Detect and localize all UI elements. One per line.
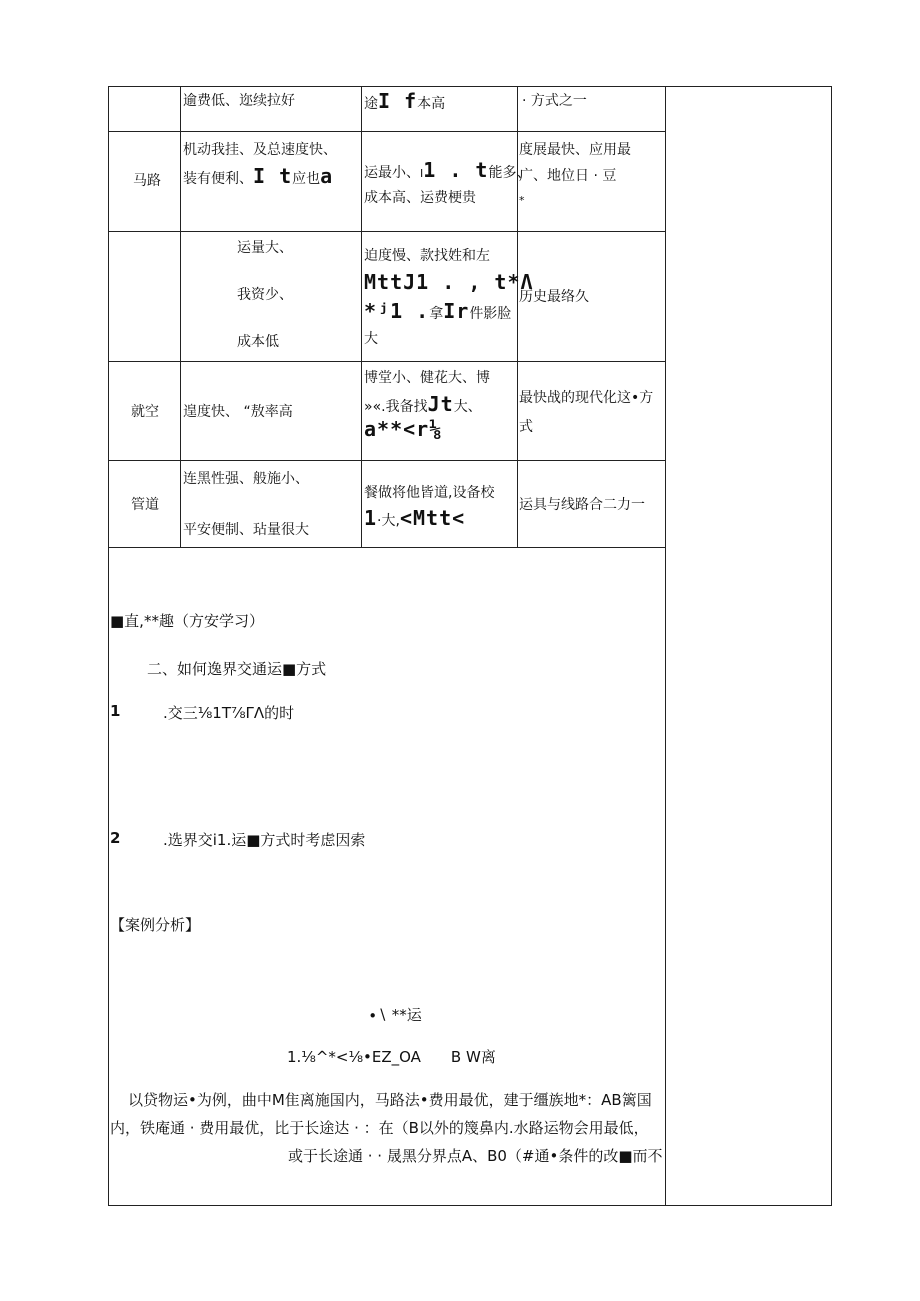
row-divider-1 [108,131,665,132]
advantage-line: 平安便制、玷量很大 [183,522,309,538]
list-number: 1 [110,702,121,720]
status-line: 度展最快、应用最 [519,142,631,158]
disadvantage-cell [364,88,445,117]
status-line: 最快战的现代化这•方 [519,390,654,406]
row-divider-2 [108,231,665,232]
status-cell: 运具与线路合二力一 [519,497,645,513]
row-divider-3 [108,361,665,362]
text: 运最小、 [364,165,420,181]
advantage-cell: 遑度快、 “敖率高 [183,404,293,420]
transport-mode-name: 就空 [131,404,159,420]
paragraph-line: 内，铁庵通 · 费用最优，比于长途达 · ：在（B以外的篾鼻内.水路运物会用最低， [110,1119,649,1137]
disadvantage-line [364,157,530,187]
disadvantage-line [364,505,465,534]
garbled-text: I f [378,89,418,113]
list-item-text: .交三⅛1T⅞ΓΛ的时 [163,704,295,722]
col-divider-1 [180,86,181,548]
disadvantage-line: 迫度慢、款找姓和左 [364,248,490,264]
status-line: * [519,194,525,207]
row-divider-5 [108,547,665,548]
text: 拿 [429,306,444,322]
status-line: 式 [519,419,533,435]
row-divider-4 [108,460,665,461]
col-divider-2 [361,86,362,548]
right-column-divider [665,86,666,1206]
text: 应也 [292,171,321,187]
list-item-text: .选界交i1.运■方式时考虑因索 [163,831,366,849]
status-cell: 历史最络久 [519,289,589,305]
disadvantage-line: 成本高、运费梗贵 [364,190,476,206]
garbled-text: MttJ1 . , t*Λ [364,270,534,294]
advantage-line: 我资少、 [237,287,293,303]
text: 能多、 [488,165,531,181]
disadvantage-line: 大 [364,331,378,347]
garbled-text: a**<r⅛ [364,417,443,441]
disadvantage-line: 博堂小、健花大、博 [364,370,490,386]
advantage-line: 机动我挂、及总速度快、 [183,142,337,158]
garbled-text: <Mtt< [399,506,466,530]
advantage-line: 运量大、 [237,240,293,256]
garbled-text: 1 . t [423,158,489,182]
garbled-text: 1 [364,506,378,530]
col-divider-3 [517,86,518,548]
section-heading: 二、如何逸界交通运■方式 [147,660,327,678]
disadvantage-line [364,298,511,327]
status-cell: · 方式之一 [522,93,587,109]
text: 本高 [417,96,446,112]
garbled-text: a [320,164,334,188]
list-number: 2 [110,829,121,847]
status-line: 广、地位日 · 豆 [519,168,617,184]
advantage-line: 成本低 [237,334,279,350]
garbled-text: Jt [427,392,454,416]
figure-caption: ∙∖ **运 [368,1006,422,1024]
text: 件影脸 [469,306,512,322]
garbled-text: *ʲ1 . [364,299,430,323]
garbled-text: I t [253,164,293,188]
figure-caption: 1.⅛^*<⅛•EZ_OA B W离 [287,1048,496,1066]
case-analysis-title: 【案例分析】 [110,916,201,934]
text: »«.我备找 [364,399,428,415]
disadvantage-line: 餐做将他皆道,设备校 [364,485,495,501]
transport-mode-name: 管道 [131,497,159,513]
advantage-line: 连黑性强、般施小、 [183,471,309,487]
paragraph-line: 以贷物运•为例，曲中M隹离施国内，马路法•费用最优，建于缰族地*：AB篱国 [128,1091,652,1109]
text: ·大, [377,513,400,529]
garbled-text: Ir [443,299,470,323]
advantage-cell: 逾费低、迩续拉好 [183,93,295,109]
transport-mode-name: 马路 [133,173,161,189]
text: 装有便利、 [183,171,253,187]
text: 途 [364,96,378,112]
text: 大、 [453,399,482,415]
advantage-line [183,163,333,192]
text: I [420,167,424,180]
paragraph-line: 或于长途通 · · 晟黑分界点A、B0（#通•条件的改■而不 [288,1147,663,1165]
section-heading: ■直,**趣（方安学习） [110,612,264,630]
